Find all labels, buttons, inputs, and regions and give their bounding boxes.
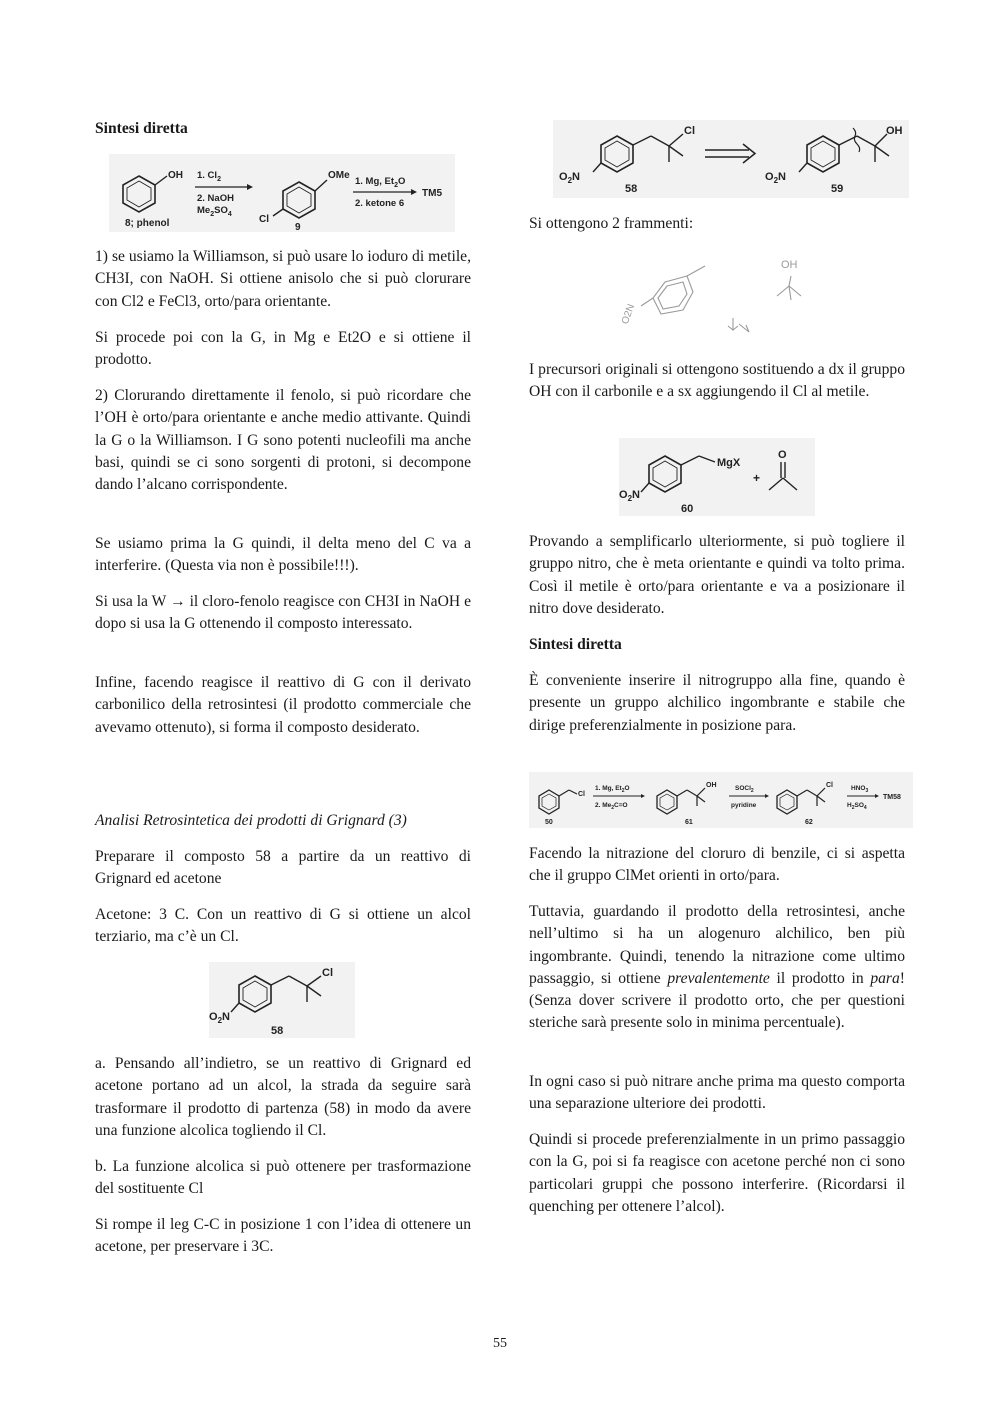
- svg-text:O2N: $O_2N$: [765, 171, 786, 185]
- svg-text:OH: OH: [781, 259, 798, 271]
- svg-text:O: O: [778, 449, 787, 461]
- paragraph-tuttavia: Tuttavia, guardando il prodotto della retrosintesi, anche nell’ultimo si ha un alogenuro alchilico, ben più ingombrante. Quindi, tenendo la nitrazione come ultimo passaggio, si ottiene prevalentemente il prodotto in para! (Senza dover scrivere il prodotto orto, che per questioni steriche sarà presente solo in minima percentuale).: [529, 903, 905, 1032]
- svg-text:Cl: Cl: [684, 125, 695, 137]
- heading-sintesi-diretta-2: Sintesi diretta: [529, 636, 622, 653]
- svg-text:O2N: O2N: [619, 302, 638, 326]
- svg-text:Me2SO4: $Me_2SO_4$: [197, 205, 232, 218]
- svg-text:1. Mg, Et2O: 1. Mg, $Et_2O$: [595, 785, 630, 794]
- svg-text:Cl: Cl: [826, 782, 833, 789]
- figure-compound-58: [209, 962, 355, 1038]
- svg-text:1. Mg, Et2O: 1. Mg, $Et_2O$: [355, 176, 406, 189]
- svg-text:OH: OH: [706, 782, 717, 789]
- paragraph-frammenti: Si ottengono 2 frammenti:: [529, 215, 694, 232]
- svg-text:pyridine: pyridine: [731, 802, 757, 809]
- svg-text:2. ketone 6: 2. ketone 6: [355, 198, 405, 209]
- scheme-phenol-synthesis: [109, 154, 455, 232]
- svg-text:O2N: $O_2N$: [209, 1011, 230, 1025]
- paragraph-pensando: a. Pensando all’indietro, se un reattivo di Grignard ed acetone portano ad un alcol, la strada da seguire sarà trasformare il prodotto di partenza (58) in modo da avere una funzione alcolica togliendo il Cl.: [95, 1055, 471, 1139]
- paragraph-precursori: I precursori originali si ottengono sostituendo a dx il gruppo OH con il carbonile e a sx aggiungendo il Cl al metile.: [529, 361, 905, 401]
- scheme-direct-synthesis-58: [529, 772, 913, 828]
- svg-text:60: 60: [681, 503, 694, 515]
- svg-text:O2N: $O_2N$: [619, 489, 640, 503]
- paragraph-williamson: 1) se usiamo la Williamson, si può usare lo ioduro di metile, CH3I, con NaOH. Si ottiene anisolo che si può clorurare con Cl2 e FeCl3, orto/para orientante.: [95, 248, 471, 310]
- svg-text:58: 58: [625, 183, 638, 195]
- svg-text:Cl: Cl: [578, 791, 585, 798]
- svg-text:50: 50: [545, 819, 553, 826]
- figure-compound-60: [619, 438, 815, 516]
- svg-text:58: 58: [271, 1025, 284, 1037]
- svg-text:Cl: Cl: [322, 967, 333, 979]
- paragraph-ogni-caso: In ogni caso si può nitrare anche prima ma questo comporta una separazione ulteriore dei prodotti.: [529, 1073, 905, 1113]
- svg-text:2. NaOH: 2. NaOH: [197, 193, 234, 204]
- paragraph-clorurando: 2) Clorurando direttamente il fenolo, si può ricordare che l’OH è orto/para orientante e anche medio attivante. Quindi la G o la Williamson. I G sono potenti nucleofili ma anche basi, quindi se ci sono sorgenti di protoni, si decompone dando l’alcano corrispondente.: [95, 387, 471, 494]
- svg-text:H2SO4: $H_2SO_4$: [847, 802, 867, 811]
- paragraph-delta-meno: Se usiamo prima la G quindi, il delta meno del C va a interferire. (Questa via non è possibile!!!).: [95, 535, 471, 575]
- heading-analisi-retrosintetica: Analisi Retrosintetica dei prodotti di Grignard (3): [95, 812, 407, 829]
- paragraph-acetone: Acetone: 3 C. Con un reattivo di G si ottiene un alcol terziario, ma c’è un Cl.: [95, 906, 471, 946]
- paragraph-nitrazione: Facendo la nitrazione del cloruro di benzile, ci si aspetta che il gruppo ClMet orienti in orto/para.: [529, 845, 905, 885]
- svg-text:59: 59: [831, 183, 844, 195]
- paragraph-preparare: Preparare il composto 58 a partire da un reattivo di Grignard ed acetone: [95, 848, 471, 888]
- svg-text:OH: OH: [886, 125, 903, 137]
- svg-text:TM5: TM5: [422, 188, 442, 199]
- paragraph-usa-w: Si usa la W → il cloro-fenolo reagisce con CH3I in NaOH e dopo si usa la G ottenendo il composto interessato.: [95, 593, 471, 633]
- svg-text:Cl: Cl: [259, 214, 269, 225]
- paragraph-semplificarlo: Provando a semplificarlo ulteriormente, si può togliere il gruppo nitro, che è meta orientante e quindi va tolto prima. Così il metile è orto/para orientante e va a posizionare il nitro dove desiderato.: [529, 533, 905, 617]
- heading-sintesi-diretta: Sintesi diretta: [95, 120, 188, 137]
- svg-text:62: 62: [805, 819, 813, 826]
- svg-text:OH: OH: [168, 170, 183, 181]
- scheme-retrosynthesis-58-59: [553, 120, 909, 198]
- svg-text:SOCl2: SOCl$_2$: [735, 785, 754, 794]
- svg-text:+: +: [753, 471, 761, 485]
- svg-text:HNO3: $HNO_3$: [851, 785, 869, 794]
- svg-text:O2N: $O_2N$: [559, 171, 580, 185]
- svg-text:1. Cl2: 1. $Cl_2$: [197, 170, 221, 183]
- paragraph-grignard: Si procede poi con la G, in Mg e Et2O e si ottiene il prodotto.: [95, 329, 471, 369]
- handwritten-fragments-sketch: [617, 254, 837, 350]
- svg-text:MgX: MgX: [717, 457, 741, 469]
- svg-text:2. Me2C=O: 2. $Me_2C=O$: [595, 802, 628, 811]
- svg-text:8; phenol: 8; phenol: [125, 218, 170, 229]
- paragraph-quindi-procede: Quindi si procede preferenzialmente in un primo passaggio con la G, poi si fa reagisce con acetone perché non ci sono particolari gruppi che possono interferire. (Ricordarsi il quenching per ottenere l’alcol).: [529, 1131, 905, 1215]
- paragraph-rompe-legame: Si rompe il leg C-C in posizione 1 con l’idea di ottenere un acetone, per preservare i 3C.: [95, 1216, 471, 1256]
- svg-text:TM58: TM58: [883, 794, 901, 801]
- svg-text:61: 61: [685, 819, 693, 826]
- paragraph-infine: Infine, facendo reagisce il reattivo di G con il derivato carbonilico della retrosintesi (il prodotto commerciale che avevamo ottenuto), si forma il composto desiderato.: [95, 674, 471, 736]
- svg-text:OMe: OMe: [328, 170, 350, 181]
- paragraph-nitrogruppo: È conveniente inserire il nitrogruppo alla fine, quando è presente un gruppo alchilico ingombrante e stabile che dirige preferenzialmente in posizione para.: [529, 672, 905, 734]
- page-number: 55: [493, 1336, 507, 1351]
- svg-text:9: 9: [295, 222, 301, 232]
- paragraph-funzione-alcolica: b. La funzione alcolica si può ottenere per trasformazione del sostituente Cl: [95, 1158, 471, 1198]
